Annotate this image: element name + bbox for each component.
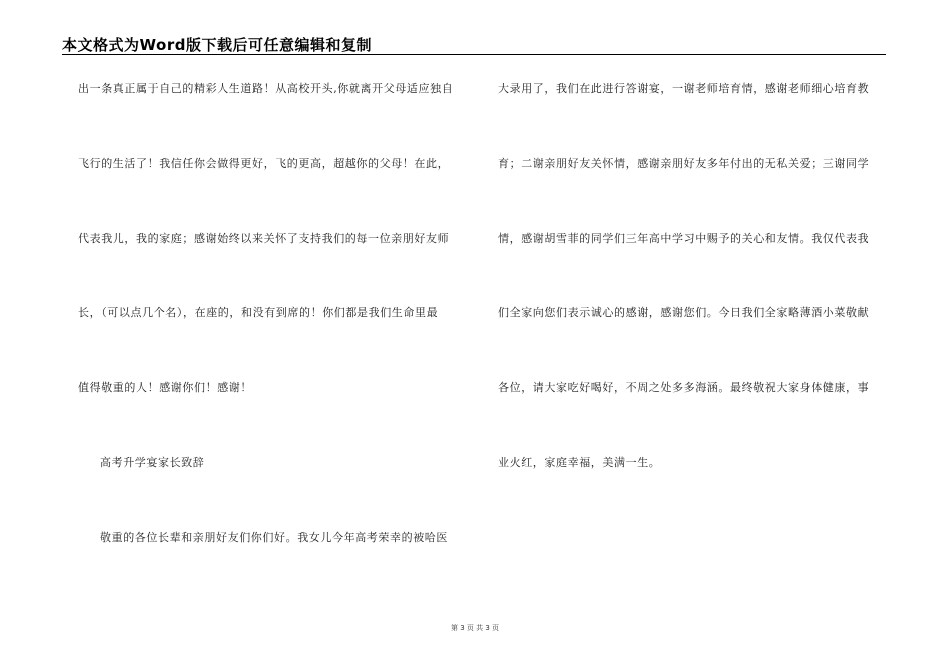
text-line: 情，感谢胡雪菲的同学们三年高中学习中赐予的关心和友情。我仅代表我 (498, 232, 870, 245)
section-heading: 高考升学宴家长致辞 (100, 456, 205, 469)
text-line: 们全家向您们表示诚心的感谢，感谢您们。今日我们全家略薄酒小菜敬献 (498, 306, 870, 319)
header-divider (62, 54, 886, 55)
text-line: 飞行的生活了！我信任你会做得更好，飞的更高，超越你的父母！在此， (78, 157, 450, 170)
text-line: 各位，请大家吃好喝好，不周之处多多海涵。最终敬祝大家身体健康，事 (498, 381, 870, 394)
text-line: 代表我儿，我的家庭；感谢始终以来关怀了支持我们的每一位亲朋好友师 (78, 232, 450, 245)
text-line: 长，（可以点几个名），在座的，和没有到席的！你们都是我们生命里最 (78, 306, 439, 319)
text-line: 值得敬重的人！感谢你们！感谢！ (78, 381, 252, 394)
page-number-footer: 第 3 页 共 3 页 (450, 624, 500, 632)
text-line: 大录用了，我们在此进行答谢宴，一谢老师培育情，感谢老师细心培育教 (498, 82, 870, 95)
text-line: 业火红，家庭幸福，美满一生。 (498, 456, 661, 469)
text-line: 育；二谢亲朋好友关怀情，感谢亲朋好友多年付出的无私关爱；三谢同学 (498, 157, 870, 170)
text-line: 出一条真正属于自己的精彩人生道路！从高校开头,你就离开父母适应独自 (78, 82, 454, 95)
document-header-title: 本文格式为Word版下载后可任意编辑和复制 (62, 36, 372, 54)
text-line: 敬重的各位长辈和亲朋好友们你们好。我女儿今年高考荣幸的被哈医 (100, 531, 448, 544)
